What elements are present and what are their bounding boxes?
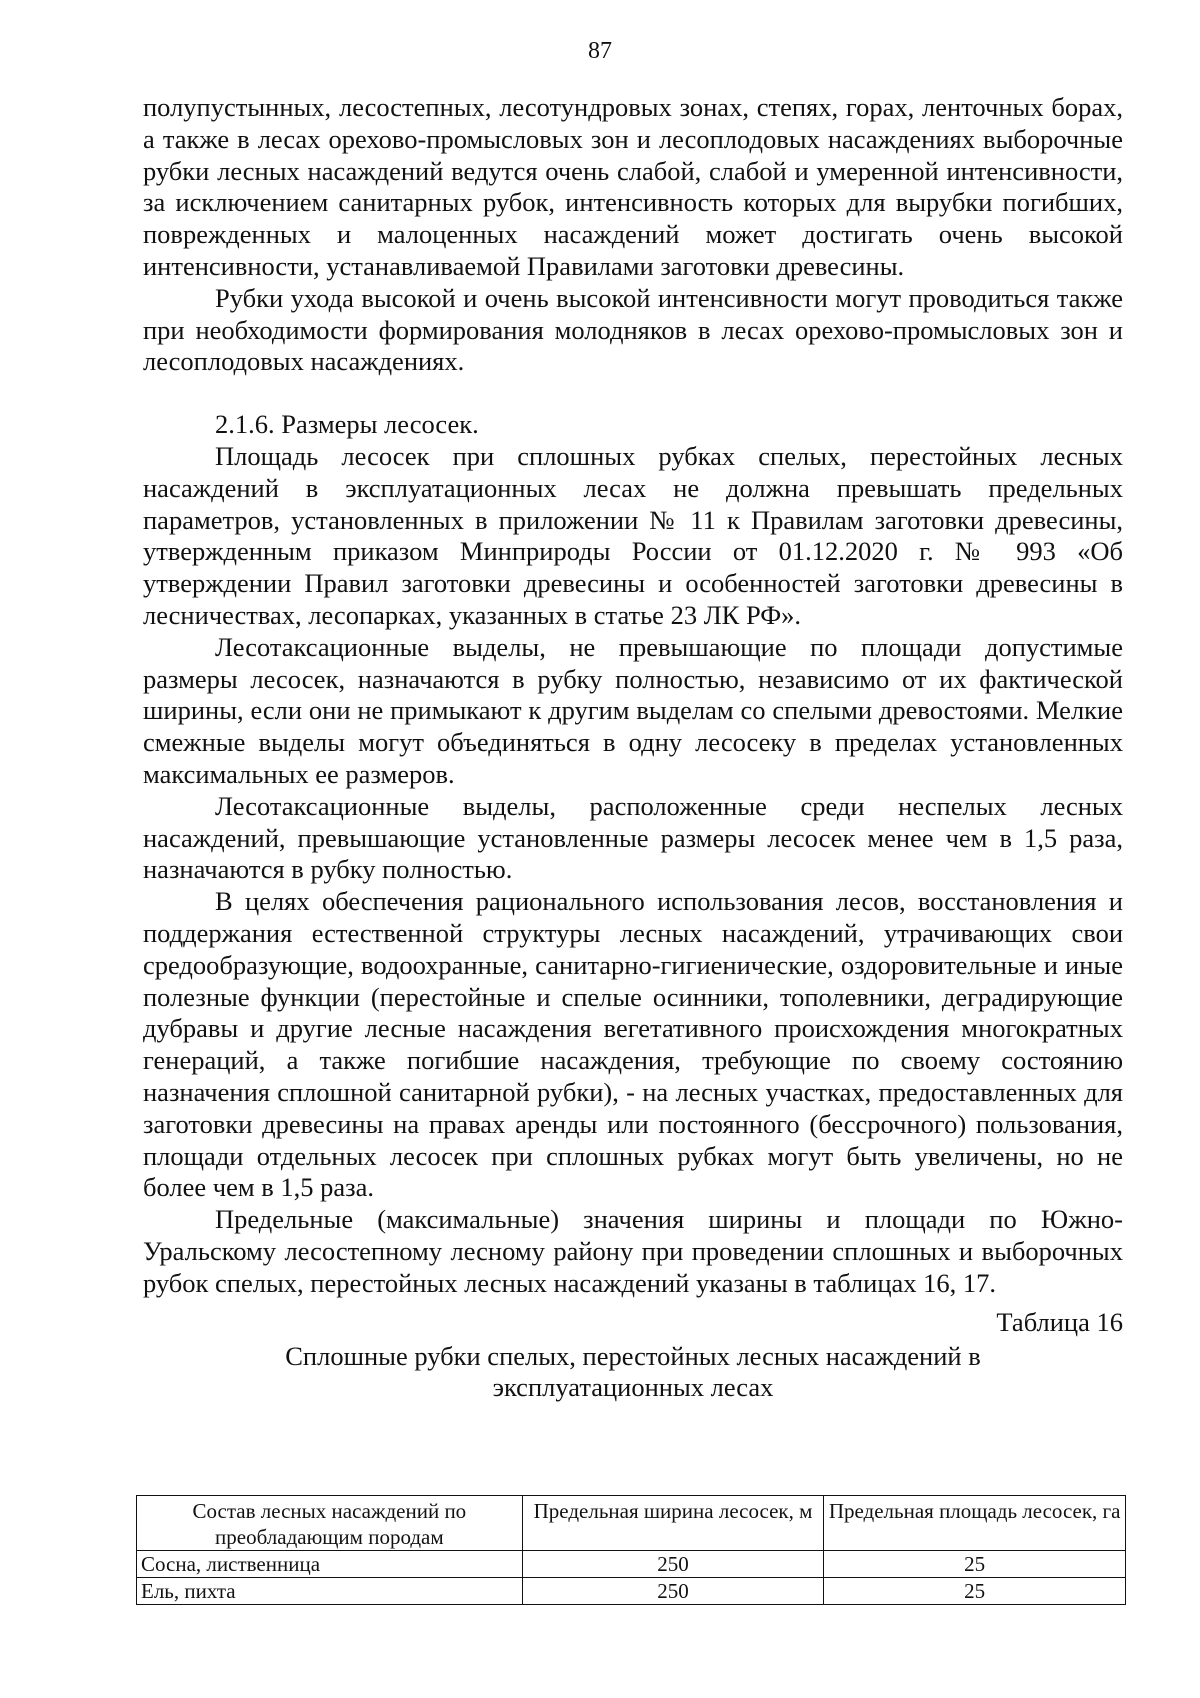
table-cell: 25 [824,1551,1126,1578]
table-cell: 250 [522,1578,824,1605]
paragraph-2: Рубки ухода высокой и очень высокой интенсивности могут проводиться также при необходимости формирования молодняков в лесах орехово-промысловых зон и лесоплодовых насаждениях. [143,282,1123,377]
table-label: Таблица 16 [996,1307,1123,1338]
paragraph-7: Предельные (максимальные) значения ширины и площади по Южно-Уральскому лесостепному лесному району при проведении сплошных и выборочных рубок спелых, перестойных лесных насаждений указаны в таблицах 16, 17. [143,1204,1123,1298]
paragraph-1: полупустынных, лесостепных, лесотундровых зонах, степях, горах, ленточных борах, а также в лесах орехово-промысловых зон и лесоплодовых насаждениях выборочные рубки лесных насаждений ведутся очень слабой, слабой и умеренной интенсивности, за исключением санитарных рубок, интенсивность которых для вырубки погибших, поврежденных и малоценных насаждений может достигать очень высокой интенсивности, устанавливаемой Правилами заготовки древесины. [143,92,1123,281]
column-header: Состав лесных насаждений по преобладающим породам [137,1496,523,1551]
column-header: Предельная ширина лесосек, м [522,1496,824,1551]
paragraph-4: Лесотаксационные выделы, не превышающие по площади допустимые размеры лесосек, назначаются в рубку полностью, независимо от их фактической ширины, если они не примыкают к другим выделам со спелыми древостоями. Мелкие смежные выделы могут объединяться в одну лесосеку в пределах установленных максимальных ее размеров. [143,631,1123,789]
table-row [137,1551,1126,1578]
table-cell: 25 [824,1578,1126,1605]
page-number: 87 [588,38,612,64]
column-header: Предельная площадь лесосек, га [824,1496,1126,1551]
data-table [136,1495,1126,1605]
table-cell: Сосна, лиственница [137,1551,523,1578]
body-text [143,92,1123,1403]
table-cell: 250 [522,1551,824,1578]
paragraph-5: Лесотаксационные выделы, расположенные среди неспелых лесных насаждений, превышающие установленные размеры лесосек менее чем в 1,5 раза, назначаются в рубку полностью. [143,790,1123,885]
table-header-row [137,1496,1126,1551]
table-row [137,1578,1126,1605]
table-cell: Ель, пихта [137,1578,523,1605]
paragraph-3: Площадь лесосек при сплошных рубках спелых, перестойных лесных насаждений в эксплуатационных лесах не должна превышать предельных параметров, установленных в приложении № 11 к Правилам заготовки древесины, утвержденным приказом Минприроды России от 01.12.2020 г. № 993 «Об утверждении Правил заготовки древесины и особенностей заготовки древесины в лесничествах, лесопарках, указанных в статье 23 ЛК РФ». [143,440,1123,630]
section-heading: 2.1.6. Размеры лесосек. [215,409,479,440]
paragraph-6: В целях обеспечения рационального использования лесов, восстановления и поддержания естественной структуры лесных насаждений, утрачивающих свои средообразующие, водоохранные, санитарно-гигиенические, оздоровительные и иные полезные функции (перестойные и спелые осинники, тополевники, деградирующие дубравы и другие лесные насаждения вегетативного происхождения многократных генераций, а также погибшие насаждения, требующие по своему состоянию назначения сплошной санитарной рубки), - на лесных участках, предоставленных для заготовки древесины на правах аренды или постоянного (бессрочного) пользования, площади отдельных лесосек при сплошных рубках могут быть увеличены, но не более чем в 1,5 раза. [143,886,1123,1203]
table-title: Сплошные рубки спелых, перестойных лесных насаждений в эксплуатационных лесах [285,1341,981,1403]
